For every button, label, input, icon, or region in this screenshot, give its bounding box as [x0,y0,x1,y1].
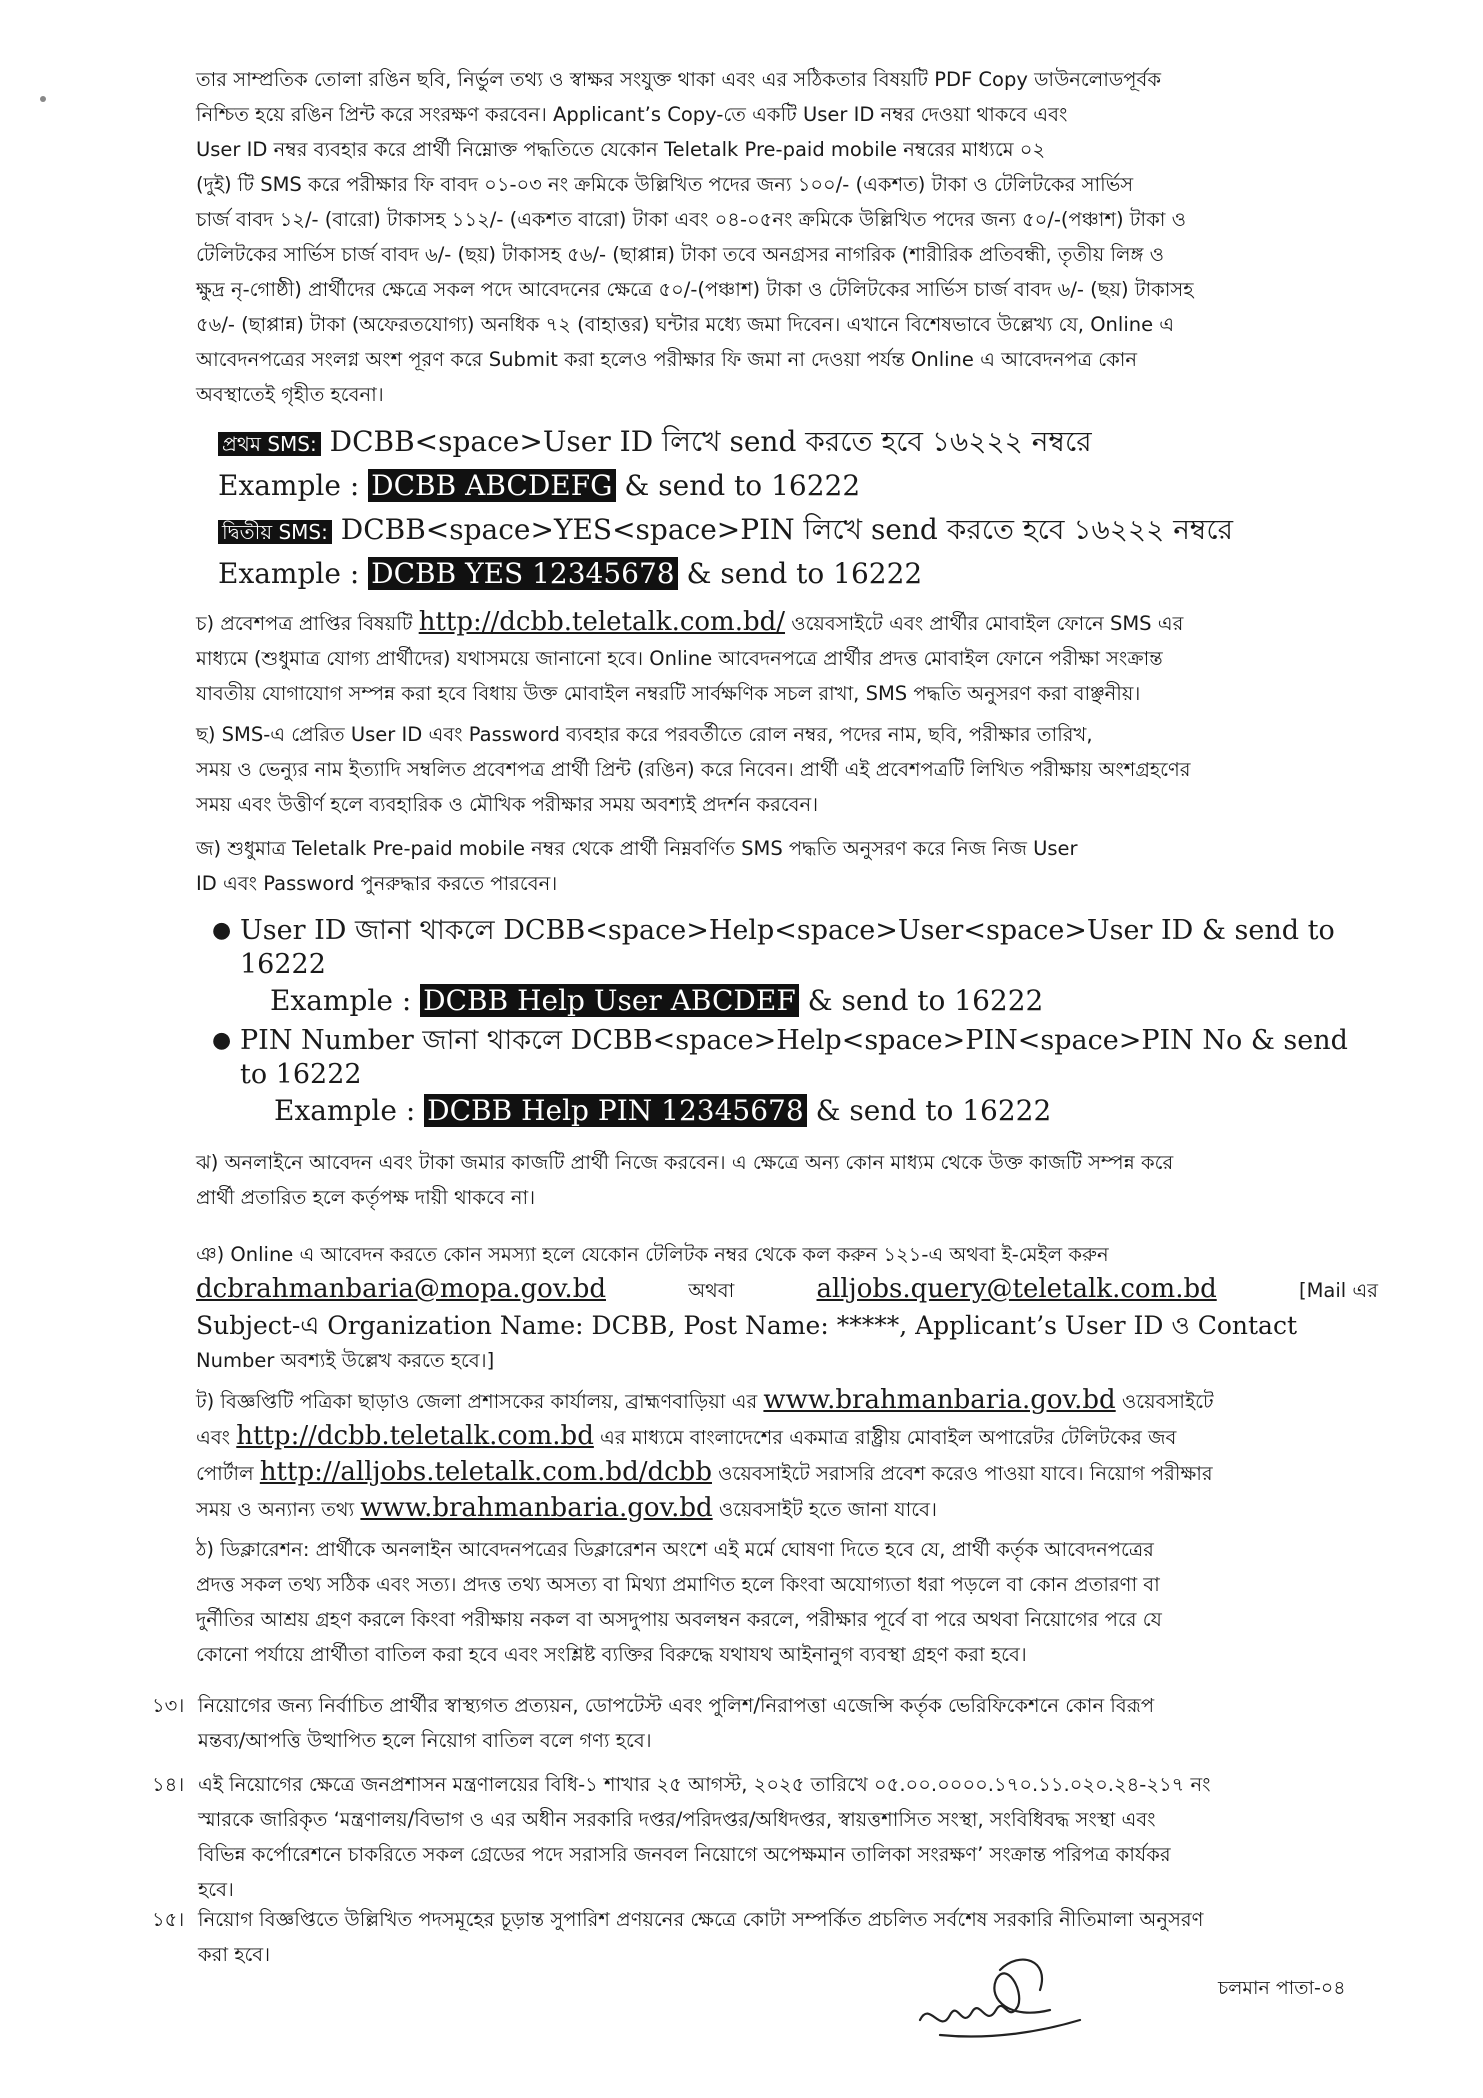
text-line [196,1383,1378,1419]
text-line: দুর্নীতির আশ্রয় গ্রহণ করলে কিংবা পরীক্ষায় নকল বা অসদুপায় অবলম্বন করলে, পরীক্ষার পূর্বে বা পরে অথবা নিয়োগের পরে যে [196,1608,1162,1631]
text-line: মাধ্যমে (শুধুমাত্র যোগ্য প্রার্থীদের) যথাসময়ে জানানো হবে। Online আবেদনপত্রে প্রার্থীর প্রদত্ত মোবাইল ফোনে পরীক্ষা সংক্রান্ত [196,647,1163,670]
margin-dot [40,96,46,102]
text: ওয়েবসাইটে সরাসরি প্রবেশ করেও পাওয়া যাবে। নিয়োগ পরীক্ষার [711,1462,1213,1485]
dc-website-link[interactable]: www.brahmanbaria.gov.bd [360,1493,713,1523]
admit-card-link[interactable]: http://dcbb.teletalk.com.bd/ [418,607,786,637]
item-13 [152,1688,1378,1758]
text-line: ঞ) Online এ আবেদন করতে কোন সমস্যা হলে যেকোন টেলিটক নম্বর থেকে কল করুন ১২১-এ অথবা ই-মেইল করুন [196,1243,1109,1266]
text-line: ক্ষুদ্র নৃ-গোষ্ঠী) প্রার্থীদের ক্ষেত্রে সকল পদে আবেদনের ক্ষেত্রে ৫০/-(পঞ্চাশ) টাকা ও টেলিটকের সার্ভিস চার্জ বাবদ ৬/- (ছয়) টাকাসহ [196,278,1194,301]
second-sms-row [218,508,1378,552]
text-line: ID এবং Password পুনরুদ্ধার করতে পারবেন। [196,872,558,895]
example-tail: & send to 16222 [677,557,923,590]
text-line: বিভিন্ন কর্পোরেশনে চাকরিতে সকল গ্রেডের পদে সরাসরি জনবল নিয়োগে অপেক্ষমান তালিকা সংরক্ষণ’ সংক্রান্ত পরিপত্র কার্যকর [198,1843,1171,1866]
example-tail: & send to 16222 [615,469,861,502]
bullet-user-id [240,914,1380,982]
email-link-dc[interactable]: dcbrahmanbaria@mopa.gov.bd [196,1274,606,1304]
text-line: সময় এবং উত্তীর্ণ হলে ব্যবহারিক ও মৌখিক পরীক্ষার সময় অবশ্যই প্রদর্শন করবেন। [196,793,819,816]
second-sms-text: DCBB<space>YES<space>PIN লিখে send করতে হবে ১৬২২২ নম্বরে [331,513,1234,546]
text-line: হবে। [198,1878,234,1901]
bullet-dot: ● [212,1028,232,1053]
text-line: ঝ) অনলাইনে আবেদন এবং টাকা জমার কাজটি প্রার্থী নিজে করবেন। এ ক্ষেত্রে অন্য কোন মাধ্যম থেকে উক্ত কাজটি সম্পন্ন করে [196,1151,1174,1174]
text-line: কোনো পর্যায়ে প্রার্থীতা বাতিল করা হবে এবং সংশ্লিষ্ট ব্যক্তির বিরুদ্ধে যথাযথ আইনানুগ ব্যবস্থা গ্রহণ করা হবে। [196,1643,1027,1666]
item-14 [152,1767,1378,1907]
text-line: এই নিয়োগের ক্ষেত্রে জনপ্রশাসন মন্ত্রণালয়ের বিধি-১ শাখার ২৫ আগস্ট, ২০২৫ তারিখে ০৫.০০.০০০০.১৭০.১১.০২০.২৪-২১৭ নং [198,1773,1211,1796]
text-line: চার্জ বাবদ ১২/- (বারো) টাকাসহ ১১২/- (একশত বারো) টাকা এবং ০৪-০৫নং ক্রমিকে উল্লিখিত পদের জন্য ৫০/-(পঞ্চাশ) টাকা ও [196,208,1186,231]
para-chha [196,717,1378,822]
text: ট) বিজ্ঞপ্তিটি পত্রিকা ছাড়াও জেলা প্রশাসকের কার্যালয়, ব্রাহ্মণবাড়িয়া এর [196,1390,764,1413]
para-jha [196,1145,1378,1215]
text-line: নিয়োগ বিজ্ঞপ্তিতে উল্লিখিত পদসমূহের চূড়ান্ত সুপারিশ প্রণয়নের ক্ষেত্রে কোটা সম্পর্কিত প্রচলিত সর্বশেষ সরকারি নীতিমালা অনুসরণ [198,1908,1204,1931]
text: ওয়েবসাইটে এবং প্রার্থীর মোবাইল ফোনে SMS এর [785,612,1184,635]
first-sms-label: প্রথম SMS: [218,432,321,456]
text-line: ৫৬/- (ছাপ্পান্ন) টাকা (অফেরতযোগ্য) অনধিক ৭২ (বাহাত্তর) ঘন্টার মধ্যে জমা দিবেন। এখানে বিশেষভাবে উল্লেখ্য যে, Online এ [196,313,1175,336]
item-number: ১৪। [152,1773,185,1796]
text-line: জ) শুধুমাত্র Teletalk Pre-paid mobile নম্বর থেকে প্রার্থী নিম্নবর্ণিত SMS পদ্ধতি অনুসরণ করে নিজ নিজ User [196,837,1078,860]
bullet-pin-example [274,1094,1374,1128]
text: চ) প্রবেশপত্র প্রাপ্তির বিষয়টি [196,612,419,635]
text-line [196,605,1378,641]
bullet-pin [240,1024,1380,1092]
text-line: যাবতীয় যোগাযোগ সম্পন্ন করা হবে বিধায় উক্ত মোবাইল নম্বরটি সার্বক্ষণিক সচল রাখা, SMS পদ্ধতি অনুসরণ করা বাঞ্ছনীয়। [196,682,1141,705]
text-line: ছ) SMS-এ প্রেরিত User ID এবং Password ব্যবহার করে পরবর্তীতে রোল নম্বর, পদের নাম, ছবি, পরীক্ষার তারিখ, [196,723,1093,746]
first-sms-text: DCBB<space>User ID লিখে send করতে হবে ১৬২২২ নম্বরে [320,425,1092,458]
intro-paragraph [196,62,1378,412]
text-line: স্মারকে জারিকৃত ‘মন্ত্রণালয়/বিভাগ ও এর অধীন সরকারি দপ্তর/পরিদপ্তর/অধিদপ্তর, স্বায়ত্তশাসিত সংস্থা, সংবিধিবদ্ধ সংস্থা এবং [198,1808,1156,1831]
text-line: ঠ) ডিক্লারেশন: প্রার্থীকে অনলাইন আবেদনপত্রের ডিক্লারেশন অংশে এই মর্মে ঘোষণা দিতে হবে যে, প্রার্থী কর্তৃক আবেদনপত্রের [196,1538,1154,1561]
signature-icon [900,1940,1090,2050]
text-line: User ID নম্বর ব্যবহার করে প্রার্থী নিম্নোক্ত পদ্ধতিতে যেকোন Teletalk Pre-paid mobile নম্বরের মাধ্যমে ০২ [196,138,1046,161]
bullet-dot: ● [212,918,232,943]
example-label: Example : [218,469,369,502]
para-nya [196,1237,1378,1378]
text-line: PIN Number জানা থাকলে DCBB<space>Help<space>PIN<space>PIN No & send [240,1025,1348,1056]
text-line: সময় ও ভেন্যুর নাম ইত্যাদি সম্বলিত প্রবেশপত্র প্রার্থী প্রিন্ট (রঙিন) করে নিবেন। প্রার্থী এই প্রবেশপত্রটি লিখিত পরীক্ষায় অংশগ্রহণের [196,758,1191,781]
text: এর মাধ্যমে বাংলাদেশের একমাত্র রাষ্ট্রীয় মোবাইল অপারেটর টেলিটকের জব [593,1426,1177,1449]
example-tail: & send to 16222 [806,1094,1052,1127]
text-line [196,1419,1378,1455]
text-line: করা হবে। [198,1943,271,1966]
text: অথবা [688,1279,735,1302]
text-line: প্রদত্ত সকল তথ্য সঠিক এবং সত্য। প্রদত্ত তথ্য অসত্য বা মিথ্যা প্রমাণিত হলে কিংবা অযোগ্যতা ধরা পড়লে বা কোন প্রতারণা বা [196,1573,1160,1596]
example-code: DCBB ABCDEFG [368,469,615,502]
text-line: আবেদনপত্রের সংলগ্ন অংশ পূরণ করে Submit করা হলেও পরীক্ষার ফি জমা না দেওয়া পর্যন্ত Online এ আবেদনপত্র কোন [196,348,1138,371]
item-15 [152,1902,1378,1972]
sms-instructions [218,420,1378,596]
text-line [196,1491,1378,1527]
example-code: DCBB YES 12345678 [368,557,677,590]
text-line: মন্তব্য/আপত্তি উত্থাপিত হলে নিয়োগ বাতিল বলে গণ্য হবে। [198,1729,652,1752]
continued-page-note: চলমান পাতা-০৪ [1218,1977,1346,1999]
para-ja [196,831,1378,901]
text-line [196,1455,1378,1491]
dc-website-link[interactable]: www.brahmanbaria.gov.bd [763,1385,1116,1415]
text-line: to 16222 [240,1059,362,1090]
example-tail: & send to 16222 [798,984,1044,1017]
text-line: 16222 [240,949,326,980]
text-line: Subject-এ Organization Name: DCBB, Post Name: *****, Applicant’s User ID ও Contact [196,1311,1298,1340]
text: ওয়েবসাইটে [1115,1390,1214,1413]
second-sms-label: দ্বিতীয় SMS: [218,520,332,544]
example-label: Example : [270,984,421,1017]
para-cha [196,605,1378,711]
text-line: অবস্থাতেই গৃহীত হবেনা। [196,383,384,406]
email-line [196,1272,1378,1308]
text: সময় ও অন্যান্য তথ্য [196,1498,361,1521]
first-example-row [218,464,1378,508]
item-number: ১৫। [152,1908,185,1931]
text: [Mail এর [1299,1279,1378,1302]
text-line: তার সাম্প্রতিক তোলা রঙিন ছবি, নির্ভুল তথ্য ও স্বাক্ষর সংযুক্ত থাকা এবং এর সঠিকতার বিষয়টি PDF Copy ডাউনলোডপূর্বক [196,68,1162,91]
text-line: Number অবশ্যই উল্লেখ করতে হবে।] [196,1349,495,1372]
example-label: Example : [218,557,369,590]
para-ta [196,1383,1378,1527]
text: এবং [196,1426,237,1449]
bullet-user-example [270,984,1370,1018]
text: ওয়েবসাইট হতে জানা যাবে। [712,1498,937,1521]
text-line: (দুই) টি SMS করে পরীক্ষার ফি বাবদ ০১-০৩ নং ক্রমিকে উল্লিখিত পদের জন্য ১০০/- (একশত) টাকা ও টেলিটকের সার্ভিস [196,173,1134,196]
item-number: ১৩। [152,1694,185,1717]
text-line: টেলিটকের সার্ভিস চার্জ বাবদ ৬/- (ছয়) টাকাসহ ৫৬/- (ছাপ্পান্ন) টাকা তবে অনগ্রসর নাগরিক (শারীরিক প্রতিবন্ধী, তৃতীয় লিঙ্গ ও [196,243,1165,266]
first-sms-row [218,420,1378,464]
text-line: নিয়োগের জন্য নির্বাচিত প্রার্থীর স্বাস্থ্যগত প্রত্যয়ন, ডোপটেস্ট এবং পুলিশ/নিরাপত্তা এজেন্সি কর্তৃক ভেরিফিকেশনে কোন বিরূপ [198,1694,1155,1717]
text-line: নিশ্চিত হয়ে রঙিন প্রিন্ট করে সংরক্ষণ করবেন। Applicant’s Copy-তে একটি User ID নম্বর দেওয়া থাকবে এবং [196,103,1068,126]
example-code: DCBB Help PIN 12345678 [424,1094,807,1127]
teletalk-dcbb-link[interactable]: http://dcbb.teletalk.com.bd [236,1421,594,1451]
email-link-teletalk[interactable]: alljobs.query@teletalk.com.bd [816,1274,1217,1304]
text-line: User ID জানা থাকলে DCBB<space>Help<space>User<space>User ID & send to [240,915,1335,946]
text: পোর্টাল [196,1462,260,1485]
second-example-row [218,552,1378,596]
example-code: DCBB Help User ABCDEF [420,984,799,1017]
alljobs-link[interactable]: http://alljobs.teletalk.com.bd/dcbb [259,1457,712,1487]
text-line: প্রার্থী প্রতারিত হলে কর্তৃপক্ষ দায়ী থাকবে না। [196,1186,536,1209]
example-label: Example : [274,1094,425,1127]
para-tha [196,1532,1378,1672]
